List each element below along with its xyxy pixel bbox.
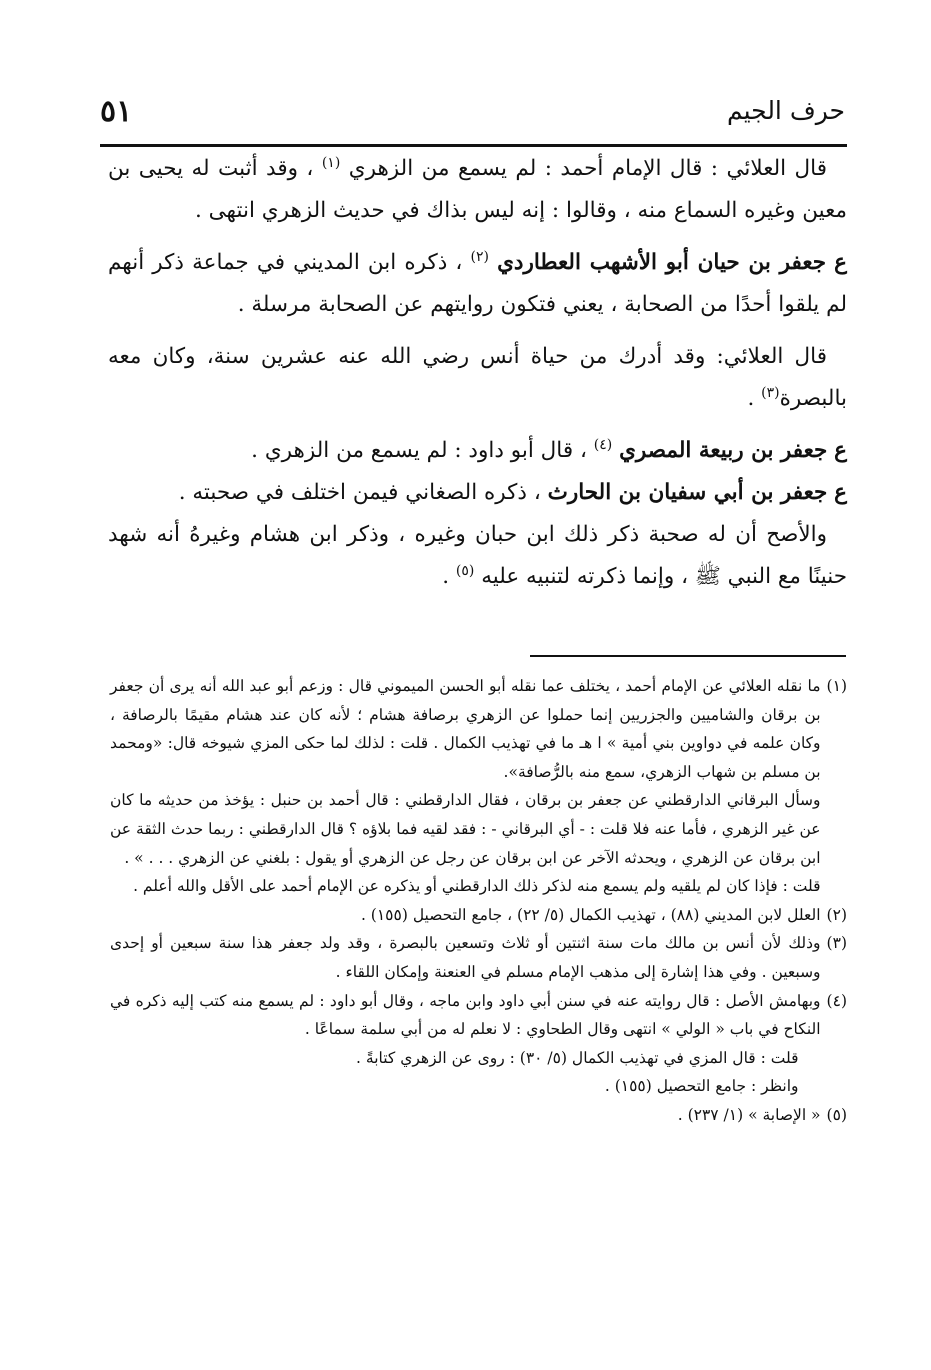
footnote-5 [110,1101,847,1130]
footnote-text: وانظر : جامع التحصيل (١٥٥) . [604,1077,799,1096]
footnote-3 [110,929,847,986]
footnote-ref-3[interactable]: (٣) [761,384,780,401]
header-rule [100,144,847,147]
entry-jafar-ibn-rabia: ع جعفر بن ربيعة المصري $^{(٤)}$ ، قال أبو داود : لم يسمع من الزهري . [251,436,847,463]
footnotes [110,672,847,1130]
chapter-title: حرف الجيم [727,96,845,125]
paragraph-sahaba: والأصح أن له صحبة ذكر ذلك ابن حبان وغيره ، وذكر ابن هشام وغيرهُ أنه شهد حنينًا مع النبي ﷺ ، وإنما ذكرته لتنبيه عليه $^{(٥)}$ . [108,522,847,589]
footnote-text: العلل لابن المديني (٨٨) ، تهذيب الكمال (٥/ ٢٢) ، جامع التحصيل (١٥٥) . [360,905,821,924]
footnote-number: (٣) [826,934,847,953]
narrator-name: جعفر بن حيان أبو الأشهب العطاردي [497,250,827,275]
footnote-4 [110,987,847,1101]
footnote-ref-4[interactable]: (٤) [593,436,613,453]
footnote-text: قلت : فإذا كان لم يلقيه ولم يسمع منه لذكر ذلك الدارقطني أو يذكره عن الإمام أحمد على الأقل والله أعلم . [133,877,821,896]
footnote-ref-5[interactable]: (٥) [455,562,475,579]
footnote-text: وبهامش الأصل : قال روايته عنه في سنن أبي داود وابن ماجه ، وقال أبو داود : لم يسمع منه كتب إليه ذكره في النكاح في باب « الولي » انتهى وقال الطحاوي : لا نعلم له من أبي سلمة سماعًا . [110,991,821,1039]
footnote-number: (٤) [826,991,847,1010]
footnote-ref-2[interactable]: (٢) [470,248,489,265]
paragraph-alalai-anas: قال العلائي: وقد أدرك من حياة أنس رضي الله عنه عشرين سنة، وكان معه بالبصرة$^{(٣)}$ . [108,344,847,411]
main-text [108,148,847,598]
entry-marker: ع [834,250,847,275]
footnote-1 [110,672,847,901]
footnote-separator [530,655,846,657]
footnote-text: قلت : قال المزي في تهذيب الكمال (٥/ ٣٠) : روى عن الزهري كتابةً . [356,1048,799,1067]
page-number: ٥١ [100,94,133,129]
footnote-text: وسأل البرقاني الدارقطني عن جعفر بن برقان ، فقال الدارقطني : قال أحمد بن حنبل : يؤخذ من حديثه ما كان عن غير الزهري ، فأما عنه فلا قلت : - أي البرقاني - : فقد لقيه فما بلاؤه ؟ قال الدارقطني : ربما حدث الثقة عن ابن برقان عن الزهري ، ويحدثه الآخر عن ابن برقان عن رجل عن الزهري أو يقول : بلغني عن الزهري . . . » . [110,791,821,867]
narrator-name: جعفر بن أبي سفيان بن الحارث [547,480,828,505]
entry-jafar-ibn-hayyan: ع جعفر بن حيان أبو الأشهب العطاردي $^{(٢)}$ ، ذكره ابن المديني في جماعة ذكر أنهم لم يلقوا أحدًا من الصحابة ، يعني فتكون روايتهم عن الصحابة مرسلة . [108,248,847,317]
narrator-name: جعفر بن ربيعة المصري [619,438,828,463]
footnote-number: (١) [826,677,847,695]
footnote-text: وذلك لأن أنس بن مالك مات سنة اثنتين أو ثلاث وتسعين بالبصرة ، وقد ولد جعفر هذا سنة سبعين أو إحدى وسبعين . وفي هذا إشارة إلى مذهب الإمام مسلم في العنعنة وإمكان اللقاء . [110,934,821,981]
paragraph-alalai-ahmad: قال العلائي : قال الإمام أحمد : لم يسمع من الزهري $^{(١)}$ ، وقد أثبت له يحيى بن معين وغيره السماع منه ، وقالوا : إنه ليس بذاك في حديث الزهري انتهى . [108,154,847,223]
footnote-text: ما نقله العلائي عن الإمام أحمد ، يختلف عما نقله أبو الحسن الميموني قال : وزعم أبو عبد الله أنه يرى أن جعفر بن برقان والشاميين والجزريين إنما حملوا عن الزهري برصافة هشام ؛ لأنه كان عند هشام مقيمًا بالرصافة ، وكان علمه في دواوين بني أمية » ا هـ ما في تهذيب الكمال . قلت : لذلك لما حكى المزي شيوخه قال: «ومحمد بن مسلم بن شهاب الزهري، سمع منه بالرُّصافة». [110,677,821,781]
entry-marker: ع [834,480,847,505]
entry-jafar-ibn-abi-sufyan: ع جعفر بن أبي سفيان بن الحارث ، ذكره الصغاني فيمن اختلف في صحبته . [178,480,847,505]
entry-marker: ع [834,438,847,463]
footnote-number: (٥) [826,1105,847,1124]
footnote-number: (٢) [826,905,847,924]
footnote-2 [110,901,847,930]
footnote-text: « الإصابة » (١/ ٢٣٧) . [677,1105,821,1124]
footnote-ref-1[interactable]: (١) [321,154,341,171]
